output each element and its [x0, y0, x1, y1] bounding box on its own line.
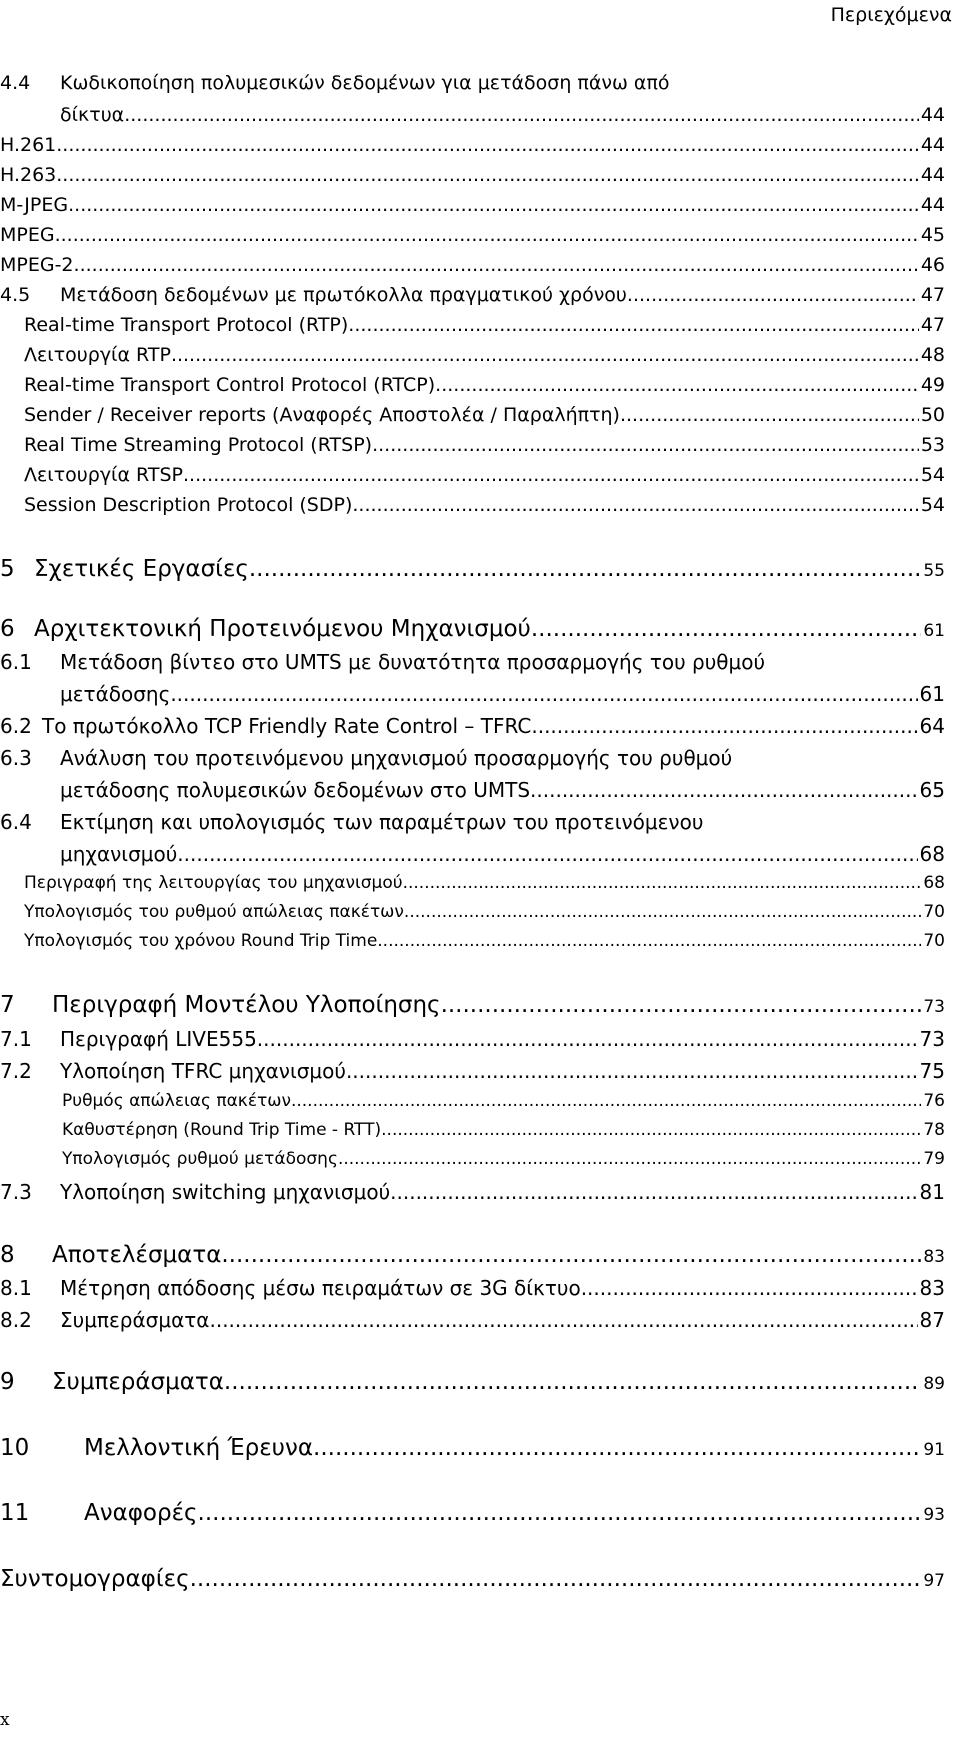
- leader-dots: [338, 1149, 921, 1169]
- chapter-title: Αναφορές: [84, 1500, 198, 1526]
- toc-entry-8-2[interactable]: [0, 1308, 945, 1332]
- page-footer-number: x: [0, 1710, 10, 1730]
- page-number: 47: [920, 284, 945, 306]
- page-number: 55: [923, 561, 945, 581]
- chapter-title: Περιγραφή Μοντέλου Υλοποίησης: [52, 992, 441, 1018]
- toc-entry-chapter-5[interactable]: [0, 556, 945, 584]
- page-number: 48: [920, 344, 945, 366]
- leader-dots: [56, 164, 919, 187]
- section-title: Μέτρηση απόδοσης μέσω πειραμάτων σε 3G δίκτυο: [60, 1276, 581, 1300]
- toc-entry-chapter-10[interactable]: [0, 1435, 945, 1463]
- leader-dots: [221, 1242, 921, 1270]
- section-number: 8.2: [0, 1308, 32, 1332]
- entry-title: H.261: [0, 134, 57, 156]
- leader-dots: [313, 1435, 921, 1463]
- leader-dots: [183, 464, 919, 487]
- section-title: Εκτίμηση και υπολογισμός των παραμέτρων του προτεινόμενου: [60, 810, 704, 834]
- entry-title: Υπολογισμός ρυθμού μετάδοσης: [62, 1149, 338, 1169]
- page-number: 75: [919, 1059, 945, 1083]
- page-number: 76: [923, 1091, 945, 1111]
- leader-dots: [435, 374, 919, 397]
- page-number: 64: [919, 714, 945, 738]
- toc-entry-7-3[interactable]: [0, 1180, 945, 1204]
- leader-dots: [531, 714, 917, 738]
- chapter-title: Μελλοντική Έρευνα: [84, 1435, 314, 1461]
- leader-dots: [177, 842, 917, 866]
- leader-dots: [441, 992, 922, 1020]
- section-title: Ανάλυση του προτεινόμενου μηχανισμού προσαρμογής του ρυθμού: [60, 746, 733, 770]
- toc-entry-6-1[interactable]: [0, 682, 945, 706]
- leader-dots: [627, 284, 919, 307]
- toc-entry-6-2[interactable]: [0, 714, 945, 738]
- leader-dots: [403, 873, 922, 893]
- chapter-number: 6: [0, 616, 15, 642]
- toc-entry-4-4[interactable]: [0, 104, 945, 127]
- leader-dots: [198, 1500, 922, 1528]
- leader-dots: [257, 1027, 918, 1051]
- toc-entry-rtt-calculation[interactable]: [0, 931, 945, 951]
- leader-dots: [190, 1566, 922, 1594]
- entry-title: MPEG: [0, 224, 55, 246]
- section-number: 7.1: [0, 1027, 32, 1051]
- page-number: 93: [923, 1505, 945, 1525]
- page-number: 79: [923, 1149, 945, 1169]
- page-number: 61: [919, 682, 945, 706]
- entry-title: M-JPEG: [0, 194, 69, 216]
- chapter-title: Συμπεράσματα: [52, 1369, 224, 1395]
- chapter-number: 11: [0, 1500, 30, 1526]
- page-number: 44: [920, 164, 945, 186]
- page-number: 65: [919, 778, 945, 802]
- toc-entry-7-1[interactable]: [0, 1027, 945, 1051]
- toc-entry-h261[interactable]: [0, 134, 945, 157]
- toc-entry-6-3-line1[interactable]: [0, 746, 945, 770]
- toc-entry-chapter-8[interactable]: [0, 1242, 945, 1270]
- leader-dots: [124, 104, 919, 127]
- section-title: Περιγραφή LIVE555: [60, 1027, 257, 1051]
- page-number: 70: [923, 931, 945, 951]
- toc-entry-mpeg2[interactable]: [0, 254, 945, 277]
- page-number: 91: [923, 1440, 945, 1460]
- entry-title: H.263: [0, 164, 57, 186]
- section-title: δίκτυα: [60, 104, 125, 126]
- page-number: 45: [920, 224, 945, 246]
- toc-entry-7-2[interactable]: [0, 1059, 945, 1083]
- section-title: Υλοποίηση switching μηχανισμού: [60, 1180, 391, 1204]
- chapter-number: 5: [0, 556, 15, 582]
- toc-entry-rtsp-function[interactable]: [0, 464, 945, 487]
- page-number: 83: [919, 1276, 945, 1300]
- leader-dots: [209, 1308, 917, 1332]
- toc-entry-h263[interactable]: [0, 164, 945, 187]
- section-title: Μετάδοση βίντεο στο UMTS με δυνατότητα προσαρμογής του ρυθμού: [60, 650, 766, 674]
- toc-entry-rate-calculation[interactable]: [0, 1149, 945, 1169]
- section-title: Το πρωτόκολλο TCP Friendly Rate Control – TFRC: [42, 714, 532, 738]
- leader-dots: [530, 778, 918, 802]
- chapter-number: 8: [0, 1242, 15, 1268]
- leader-dots: [170, 682, 917, 706]
- section-title: Μετάδοση δεδομένων με πρωτόκολλα πραγματικού χρόνου: [60, 284, 627, 306]
- toc-entry-delay[interactable]: [0, 1120, 945, 1140]
- section-title: μετάδοσης πολυμεσικών δεδομένων στο UMTS: [60, 778, 531, 802]
- toc-entry-chapter-7[interactable]: [0, 992, 945, 1020]
- page-number: 44: [920, 104, 945, 126]
- leader-dots: [348, 314, 919, 337]
- page-number: 47: [920, 314, 945, 336]
- toc-entry-chapter-9[interactable]: [0, 1369, 945, 1397]
- section-title: Κωδικοποίηση πολυμεσικών δεδομένων για μετάδοση πάνω από: [60, 72, 670, 94]
- toc-entry-6-3[interactable]: [0, 778, 945, 802]
- chapter-title: Συντομογραφίες: [0, 1566, 190, 1592]
- chapter-title: Σχετικές Εργασίες: [34, 556, 249, 582]
- entry-title: Υπολογισμός του ρυθμού απώλειας πακέτων: [24, 902, 404, 922]
- page-number: 87: [919, 1308, 945, 1332]
- toc-entry-rtp-function[interactable]: [0, 344, 945, 367]
- section-number: 4.5: [0, 284, 31, 306]
- toc-entry-reports[interactable]: [0, 404, 945, 427]
- leader-dots: [381, 1120, 921, 1140]
- leader-dots: [352, 494, 918, 517]
- leader-dots: [249, 556, 921, 584]
- toc-entry-4-4-line1[interactable]: [0, 72, 945, 95]
- page-number: 49: [920, 374, 945, 396]
- chapter-number: 7: [0, 992, 15, 1018]
- leader-dots: [531, 616, 921, 644]
- entry-title: Υπολογισμός του χρόνου Round Trip Time: [24, 931, 378, 951]
- leader-dots: [346, 1059, 918, 1083]
- toc-entry-6-1-line1[interactable]: [0, 650, 945, 674]
- leader-dots: [55, 224, 919, 247]
- toc-entry-abbreviations[interactable]: [0, 1566, 945, 1594]
- page-number: 97: [923, 1571, 945, 1591]
- leader-dots: [404, 902, 921, 922]
- leader-dots: [291, 1091, 921, 1111]
- entry-title: Λειτουργία RTSP: [24, 464, 183, 486]
- toc-entry-6-4[interactable]: [0, 842, 945, 866]
- entry-title: Περιγραφή της λειτουργίας του μηχανισμού: [24, 873, 403, 893]
- page-number: 50: [920, 404, 945, 426]
- entry-title: Session Description Protocol (SDP): [24, 494, 353, 516]
- section-title: μετάδοσης: [60, 682, 171, 706]
- toc-entry-sdp[interactable]: [0, 494, 945, 517]
- page-number: 70: [923, 902, 945, 922]
- entry-title: Real Time Streaming Protocol (RTSP): [24, 434, 373, 456]
- entry-title: MPEG-2: [0, 254, 74, 276]
- page-number: 89: [923, 1374, 945, 1394]
- leader-dots: [56, 134, 919, 157]
- chapter-number: 10: [0, 1435, 30, 1461]
- section-number: 6.3: [0, 746, 32, 770]
- section-number: 7.3: [0, 1180, 32, 1204]
- leader-dots: [68, 194, 919, 217]
- leader-dots: [377, 931, 921, 951]
- page-number: 73: [923, 997, 945, 1017]
- entry-title: Sender / Receiver reports (Αναφορές Αποστολέα / Παραλήπτη): [24, 404, 620, 426]
- toc-entry-rtp[interactable]: [0, 314, 945, 337]
- section-title: Υλοποίηση TFRC μηχανισμού: [60, 1059, 346, 1083]
- page-number: 68: [919, 842, 945, 866]
- leader-dots: [390, 1180, 917, 1204]
- section-title: μηχανισμού: [60, 842, 178, 866]
- toc-entry-loss-calculation[interactable]: [0, 902, 945, 922]
- section-number: 6.2: [0, 714, 32, 738]
- page-number: 61: [923, 621, 945, 641]
- leader-dots: [171, 344, 919, 367]
- page-number: 81: [919, 1180, 945, 1204]
- toc-entry-mjpeg[interactable]: [0, 194, 945, 217]
- leader-dots: [620, 404, 919, 427]
- entry-title: Λειτουργία RTP: [24, 344, 171, 366]
- page-number: 83: [923, 1247, 945, 1267]
- chapter-number: 9: [0, 1369, 15, 1395]
- toc-entry-6-4-line1[interactable]: [0, 810, 945, 834]
- chapter-title: Αποτελέσματα: [52, 1242, 222, 1268]
- entry-title: Ρυθμός απώλειας πακέτων: [62, 1091, 291, 1111]
- page-number: 44: [920, 134, 945, 156]
- toc-entry-mechanism-description[interactable]: [0, 873, 945, 893]
- section-number: 4.4: [0, 72, 31, 94]
- toc-entry-chapter-6[interactable]: [0, 616, 945, 644]
- section-number: 8.1: [0, 1276, 32, 1300]
- page-number: 53: [920, 434, 945, 456]
- page-number: 54: [920, 464, 945, 486]
- page-number: 78: [923, 1120, 945, 1140]
- page-number: 46: [920, 254, 945, 276]
- entry-title: Real-time Transport Control Protocol (RTCP): [24, 374, 436, 396]
- section-number: 7.2: [0, 1059, 32, 1083]
- section-number: 6.1: [0, 650, 32, 674]
- toc-entry-mpeg[interactable]: [0, 224, 945, 247]
- toc-entry-rtsp[interactable]: [0, 434, 945, 457]
- toc-entry-8-1[interactable]: [0, 1276, 945, 1300]
- leader-dots: [581, 1276, 918, 1300]
- toc-entry-loss-rate[interactable]: [0, 1091, 945, 1111]
- leader-dots: [372, 434, 919, 457]
- running-header: Περιεχόμενα: [830, 4, 952, 26]
- leader-dots: [74, 254, 919, 277]
- chapter-title: Αρχιτεκτονική Προτεινόμενου Μηχανισμού: [34, 616, 531, 642]
- page-number: 68: [923, 873, 945, 893]
- section-title: Συμπεράσματα: [60, 1308, 210, 1332]
- section-number: 6.4: [0, 810, 32, 834]
- toc-entry-4-5[interactable]: [0, 284, 945, 307]
- leader-dots: [224, 1369, 921, 1397]
- entry-title: Καθυστέρηση (Round Trip Time - RTT): [62, 1120, 382, 1140]
- entry-title: Real-time Transport Protocol (RTP): [24, 314, 349, 336]
- page-number: 44: [920, 194, 945, 216]
- page-number: 54: [920, 494, 945, 516]
- toc-entry-rtcp[interactable]: [0, 374, 945, 397]
- page-number: 73: [919, 1027, 945, 1051]
- toc-entry-chapter-11[interactable]: [0, 1500, 945, 1528]
